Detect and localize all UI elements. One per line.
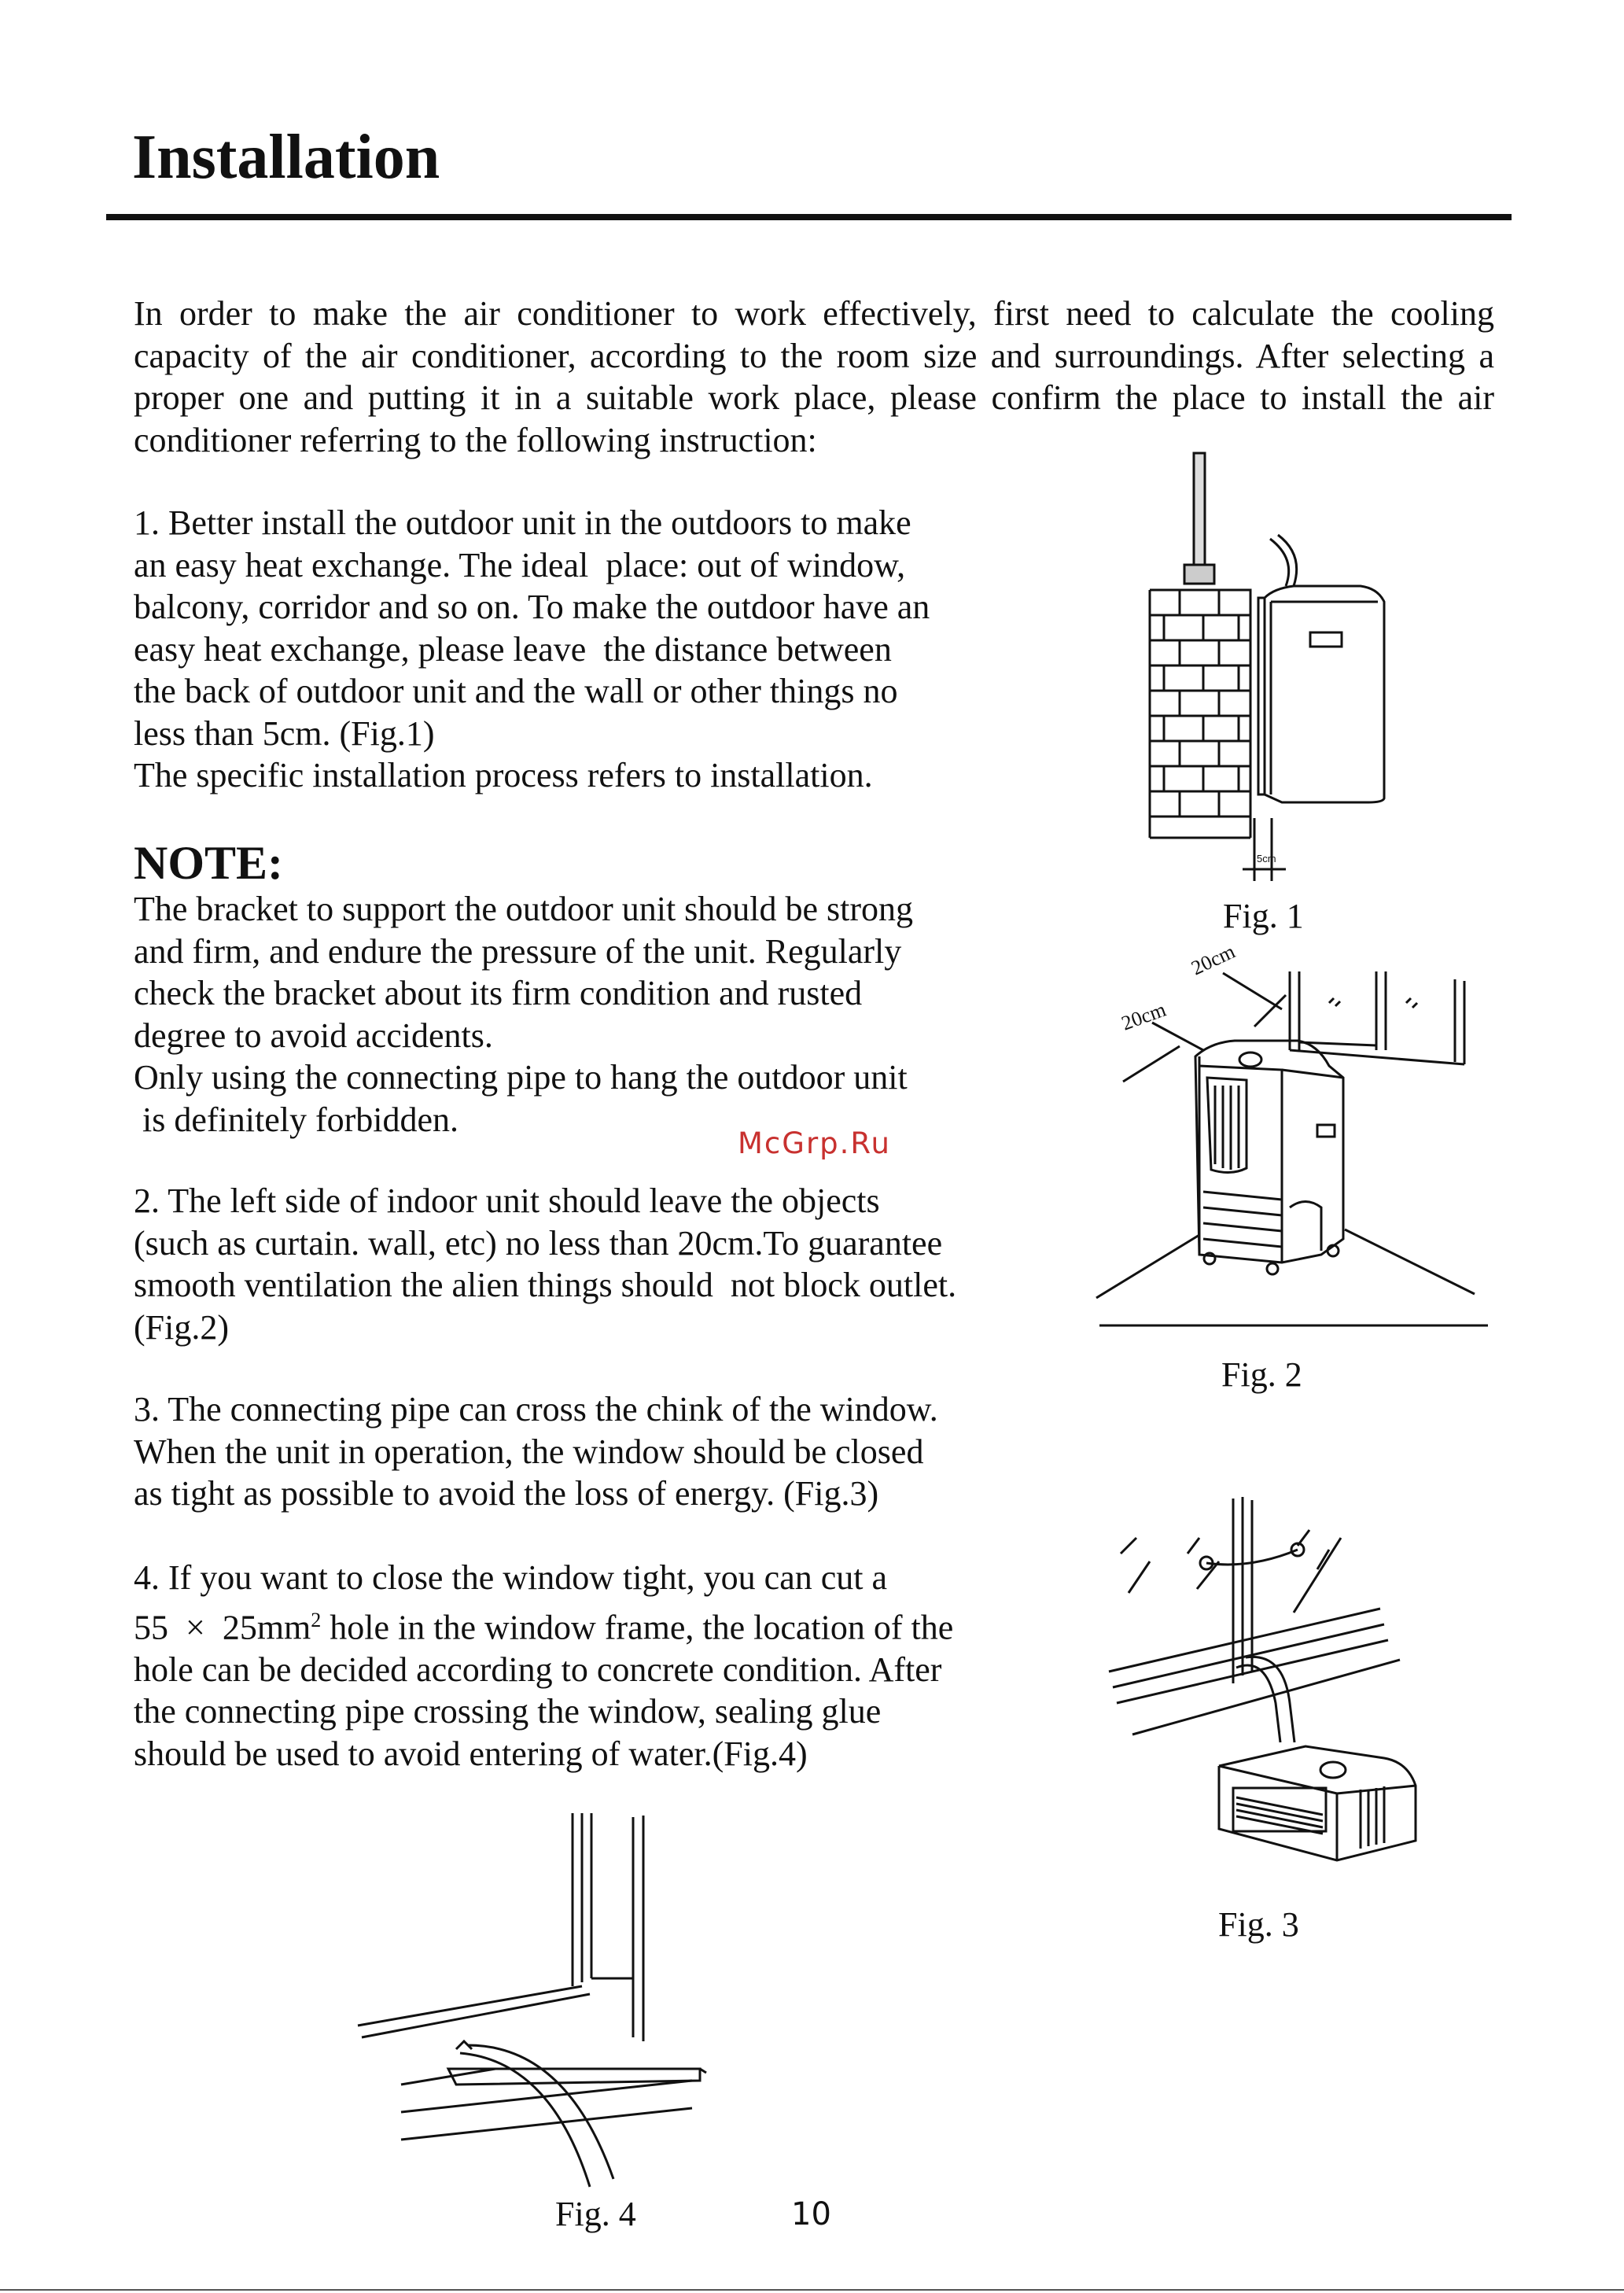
step-4-line: should be used to avoid entering of water.(Fig.4) xyxy=(134,1734,808,1773)
fig2-label: Fig. 2 xyxy=(1221,1355,1302,1394)
step-4-paragraph xyxy=(134,1557,1062,1775)
step-3-line: 3. The connecting pipe can cross the chink of the window. xyxy=(134,1390,938,1429)
note-line: degree to avoid accidents. xyxy=(134,1016,493,1055)
fig1-outdoor-unit xyxy=(1258,535,1384,802)
step-2-paragraph xyxy=(134,1180,1062,1348)
fig2-dimension-left: 20cm xyxy=(1118,997,1169,1035)
step-2-line: (Fig.2) xyxy=(134,1307,229,1347)
fig4-pipe xyxy=(456,2041,613,2187)
step-1-line: balcony, corridor and so on. To make the outdoor have an xyxy=(134,588,930,626)
fig1-dimension xyxy=(1243,818,1286,881)
fig3-outdoor-unit xyxy=(1219,1746,1416,1860)
fig3-window-frame xyxy=(1109,1497,1400,1734)
page-bottom-edge xyxy=(0,2289,1624,2291)
step-3-paragraph xyxy=(134,1388,1062,1515)
fig4-label: Fig. 4 xyxy=(555,2195,636,2233)
fig1-pipe-base xyxy=(1184,565,1214,584)
step-3-line: as tight as possible to avoid the loss of energy. (Fig.3) xyxy=(134,1474,879,1513)
step-1-line: an easy heat exchange. The ideal place: out of window, xyxy=(134,545,906,584)
step-1-paragraph xyxy=(134,502,1062,797)
note-line: is definitely forbidden. xyxy=(134,1100,459,1139)
note-line: Only using the connecting pipe to hang the outdoor unit xyxy=(134,1058,908,1097)
fig4-illustration xyxy=(354,1809,716,2187)
step-1-line: 1. Better install the outdoor unit in the outdoors to make xyxy=(134,503,911,542)
note-paragraph xyxy=(134,888,1062,1141)
watermark: McGrp.Ru xyxy=(738,1126,891,1160)
fig2-dimension-top: 20cm xyxy=(1188,939,1239,980)
hole-size-rest: hole in the window frame, the location of the xyxy=(321,1608,954,1647)
fig1-brick-wall xyxy=(1150,590,1250,838)
step-2-line: smooth ventilation the alien things should not block outlet. xyxy=(134,1266,957,1304)
step-1-line: The specific installation process refers to installation. xyxy=(134,756,873,794)
intro-paragraph xyxy=(134,293,1494,461)
step-1-line: less than 5cm. (Fig.1) xyxy=(134,713,435,753)
step-3-line: When the unit in operation, the window should be closed xyxy=(134,1432,924,1471)
fig2-illustration xyxy=(1093,940,1502,1333)
step-4-line-dimensions xyxy=(134,1599,1062,1649)
hole-size-text: 55 × 25mm xyxy=(134,1608,311,1647)
note-line: and firm, and endure the pressure of the unit. Regularly xyxy=(134,931,902,971)
step-2-line: (such as curtain. wall, etc) no less than 20cm.To guarantee xyxy=(134,1223,943,1263)
fig3-label: Fig. 3 xyxy=(1218,1905,1299,1944)
note-heading: NOTE: xyxy=(134,837,284,889)
intro-text: In order to make the air conditioner to work effectively, first need to calculate the cooling capacity of the air conditioner, according to the room size and surroundings. After selecting a proper one and putting it in a suitable work place, please confirm the place to install the air conditioner referring to the following instruction: xyxy=(134,294,1494,459)
step-4-line: 4. If you want to close the window tight, you can cut a xyxy=(134,1558,888,1597)
fig1-illustration xyxy=(1132,448,1392,889)
step-2-line: 2. The left side of indoor unit should leave the objects xyxy=(134,1182,880,1220)
fig1-label: Fig. 1 xyxy=(1223,897,1304,935)
step-4-line: hole can be decided according to concrete condition. After xyxy=(134,1650,942,1689)
squared-superscript: 2 xyxy=(311,1608,322,1631)
note-line: The bracket to support the outdoor unit should be strong xyxy=(134,890,914,928)
page-title: Installation xyxy=(132,123,440,192)
fig3-illustration xyxy=(1101,1491,1431,1868)
page-number: 10 xyxy=(791,2196,831,2232)
fig2-portable-unit xyxy=(1195,1041,1343,1274)
fig1-dimension-label: 5cm xyxy=(1257,853,1276,864)
note-line: check the bracket about its firm condition and rusted xyxy=(134,974,863,1012)
step-1-line: the back of outdoor unit and the wall or other things no xyxy=(134,672,898,710)
fig4-window-frame xyxy=(358,1813,706,2140)
title-rule xyxy=(106,214,1512,220)
step-4-line: the connecting pipe crossing the window, sealing glue xyxy=(134,1692,882,1731)
fig1-pipe xyxy=(1194,453,1205,565)
step-1-line: easy heat exchange, please leave the distance between xyxy=(134,629,892,669)
fig2-floor-lines xyxy=(1096,1229,1488,1325)
